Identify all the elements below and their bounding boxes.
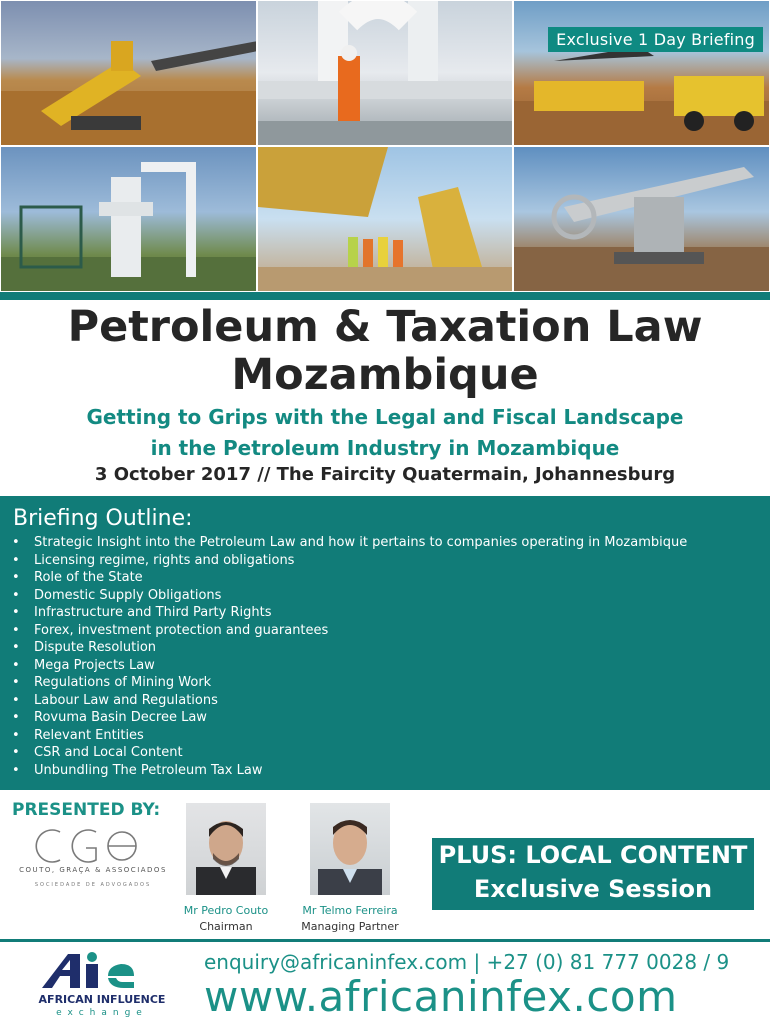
list-item: • Dispute Resolution <box>12 639 770 657</box>
list-item: • Mega Projects Law <box>12 657 770 675</box>
list-item: • Forex, investment protection and guarantees <box>12 622 770 640</box>
callout-line-1: PLUS: LOCAL CONTENT <box>438 841 748 869</box>
page-subtitle <box>0 402 770 464</box>
bulldozer-photo <box>0 0 257 146</box>
website-link[interactable]: www.africaninfex.com <box>204 972 678 1021</box>
list-item: • CSR and Local Content <box>12 744 770 762</box>
list-item: • Strategic Insight into the Petroleum Law and how it pertains to companies operating in Mozambique <box>12 534 770 552</box>
subtitle-line-2: in the Petroleum Industry in Mozambique <box>150 436 620 460</box>
briefing-badge: Exclusive 1 Day Briefing <box>548 27 763 52</box>
presenter-photo-telmo-ferreira <box>310 803 390 895</box>
event-date-venue: 3 October 2017 // The Faircity Quatermain, Johannesburg <box>94 464 676 485</box>
cca-firm-name: COUTO, GRAÇA & ASSOCIADOS <box>19 866 167 874</box>
bucket-wheel-excavator-photo <box>513 146 770 292</box>
presenter-photo-pedro-couto <box>186 803 266 895</box>
presenter-role-1: Chairman <box>199 920 253 933</box>
aie-subtitle: exchange <box>56 1008 148 1018</box>
list-item: • Relevant Entities <box>12 727 770 745</box>
briefing-outline <box>0 496 770 790</box>
footer-divider <box>0 939 770 942</box>
list-item: • Rovuma Basin Decree Law <box>12 709 770 727</box>
callout-line-2: Exclusive Session <box>473 875 713 903</box>
list-item: • Regulations of Mining Work <box>12 674 770 692</box>
presenter-name-2: Mr Telmo Ferreira <box>302 904 398 917</box>
list-item: • Infrastructure and Third Party Rights <box>12 604 770 622</box>
engineers-photo <box>257 146 513 292</box>
list-item: • Licensing regime, rights and obligations <box>12 552 770 570</box>
title-line-1: Petroleum & Taxation Law <box>67 302 703 352</box>
list-item: • Role of the State <box>12 569 770 587</box>
presenter-role-2: Managing Partner <box>301 920 399 933</box>
presented-by-label: PRESENTED BY: <box>12 800 161 820</box>
aie-name: AFRICAN INFLUENCE <box>38 993 166 1006</box>
contact-enquiry-link[interactable]: enquiry@africaninfex.com | +27 (0) 81 777 0028 / 9 <box>204 950 730 974</box>
local-content-callout <box>432 838 754 910</box>
list-item: • Unbundling The Petroleum Tax Law <box>12 762 770 780</box>
wellhead-photo <box>0 146 257 292</box>
title-line-2: Mozambique <box>231 350 539 400</box>
page-title <box>0 303 770 399</box>
photo-collage <box>0 0 770 292</box>
subtitle-line-1: Getting to Grips with the Legal and Fiscal Landscape <box>86 405 684 429</box>
cca-firm-subtitle: SOCIEDADE DE ADVOGADOS <box>34 882 152 888</box>
pipeline-worker-photo <box>257 0 513 146</box>
presenter-name-1: Mr Pedro Couto <box>183 904 269 917</box>
cca-law-firm-logo <box>18 826 168 896</box>
aie-logo <box>34 950 170 1020</box>
header-divider <box>0 292 770 300</box>
outline-list <box>0 532 770 779</box>
outline-heading: Briefing Outline: <box>13 506 193 531</box>
list-item: • Labour Law and Regulations <box>12 692 770 710</box>
list-item: • Domestic Supply Obligations <box>12 587 770 605</box>
mining-trucks-photo <box>513 0 770 146</box>
